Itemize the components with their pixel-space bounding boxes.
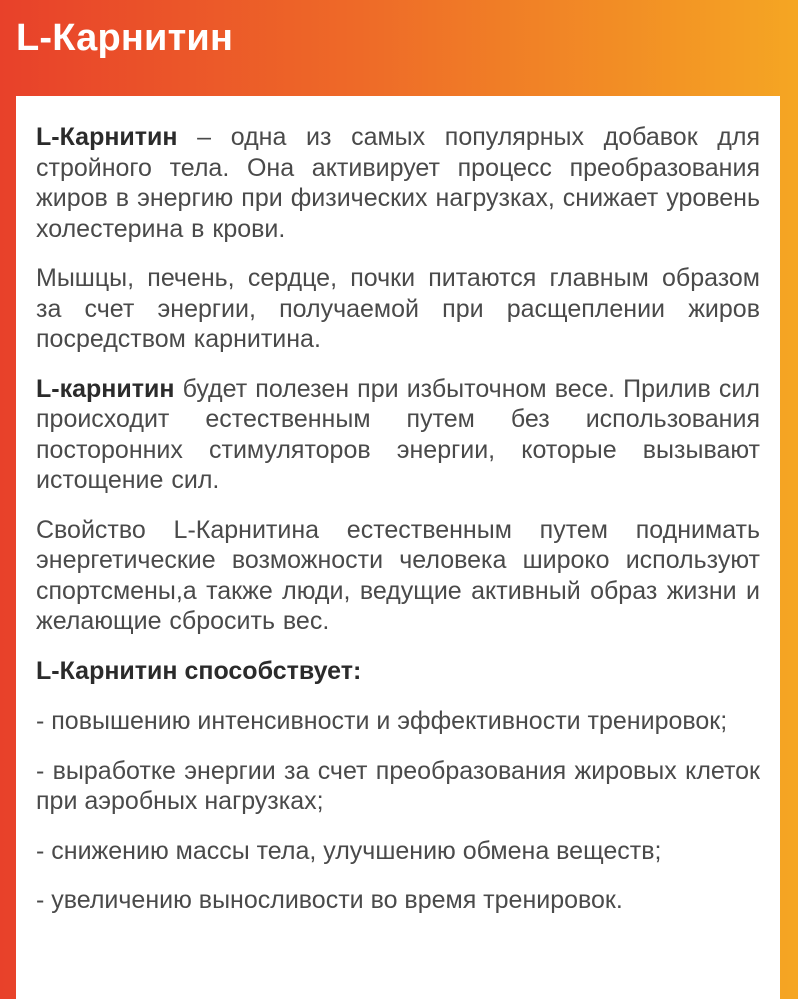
organs-paragraph: Мышцы, печень, сердце, почки питаются главным образом за счет энергии, получаемой при расщеплении жиров посредством карнитина. — [36, 264, 760, 353]
benefit-item: - снижению массы тела, улучшению обмена веществ; — [36, 836, 662, 865]
athletes-paragraph: Свойство L-Карнитина естественным путем поднимать энергетические возможности человека широко используют спортсмены,а также люди, ведущие активный образ жизни и желающие сбросить вес. — [36, 515, 760, 635]
benefit-item: - повышению интенсивности и эффективности тренировок; — [36, 707, 728, 735]
intro-text: – одна из самых популярных добавок для стройного тела. Она активирует процесс преобразования жиров в энергию при физических нагрузках, снижает уровень холестерина в крови. — [36, 123, 760, 243]
weight-bold-term: L-карнитин — [36, 374, 175, 403]
intro-paragraph — [36, 122, 760, 244]
intro-bold-term: L-Карнитин — [36, 123, 178, 151]
weight-text: будет полезен при избыточном весе. Прилив сил происходит естественным путем без использования посторонних стимуляторов энергии, которые вызывают истощение сил. — [36, 374, 760, 494]
content-card — [16, 96, 780, 999]
benefit-item: - увеличению выносливости во время тренировок. — [36, 886, 623, 914]
weight-paragraph — [36, 374, 760, 496]
benefits-heading: L-Карнитин способствует: — [36, 656, 362, 685]
page-title: L-Карнитин — [16, 17, 234, 59]
benefit-item: - выработке энергии за счет преобразования жировых клеток при аэробных нагрузках; — [36, 756, 760, 815]
